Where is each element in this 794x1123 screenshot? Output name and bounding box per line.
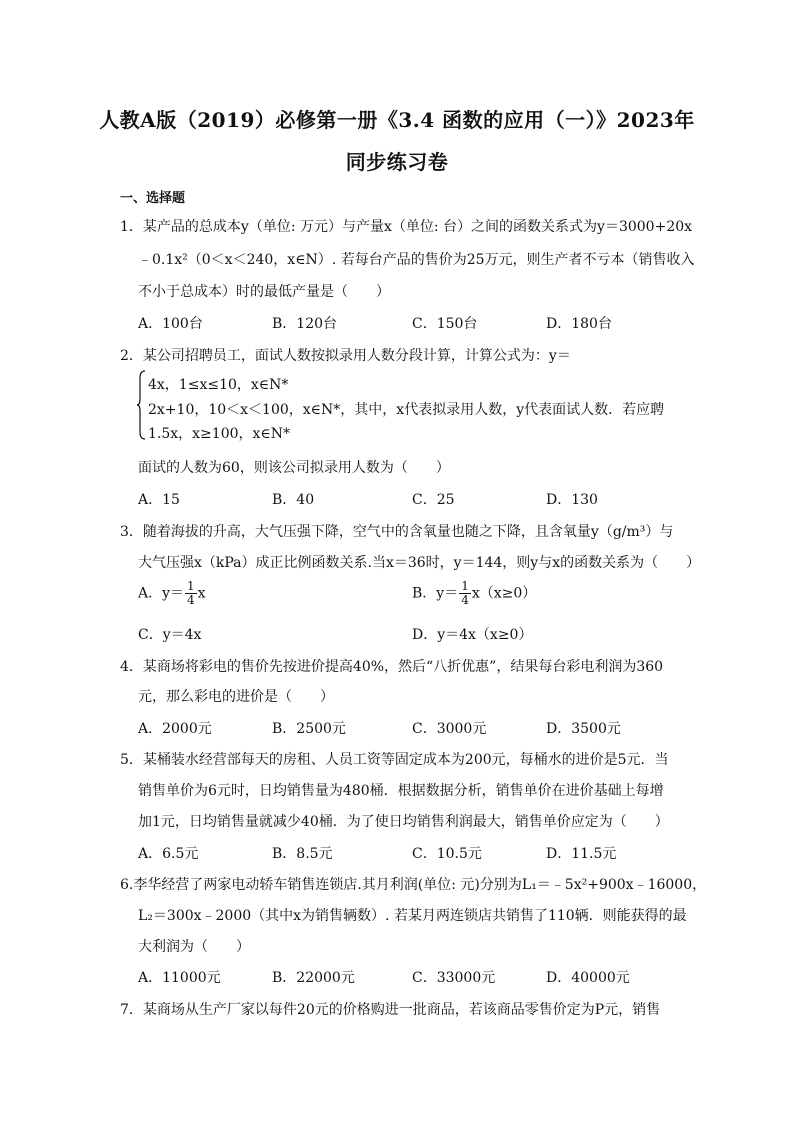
q3-option-a (138, 580, 206, 607)
q3-option-b (412, 580, 536, 607)
q5-line1: 5．某桶装水经营部每天的房租、人员工资等固定成本为200元，每桶水的进价是5元．当 (120, 752, 669, 768)
q6-line1: 6.李华经营了两家电动轿车销售连锁店.其月利润(单位: 元)分别为L₁＝﹣5x²+900x﹣16000， (120, 877, 707, 893)
q2-case1: 4x，1≤x≤10，x∈N* (148, 377, 289, 393)
q3-option-b-suffix: x（x≥0） (471, 585, 537, 602)
fraction-denominator: 4 (187, 593, 195, 607)
q3-option-a-prefix: A．y＝ (138, 585, 185, 602)
q1-option-d: D．180台 (546, 316, 612, 332)
q2-case2 (148, 399, 664, 419)
q4-line1: 4．某商场将彩电的售价先按进价提高40%，然后“八折优惠”，结果每台彩电利润为360 (120, 659, 664, 675)
q3-option-b-prefix: B．y＝ (412, 585, 459, 602)
fraction-one-quarter (185, 580, 197, 607)
document-title-line2: 同步练习卷 (345, 150, 449, 174)
fraction-numerator: 1 (187, 579, 195, 593)
q7-line1: 7．某商场从生产厂家以每件20元的价格购进一批商品，若该商品零售价定为P元，销售 (120, 1002, 661, 1018)
document-title-line1: 人教A版（2019）必修第一册《3.4 函数的应用（一）》2023年 (99, 108, 695, 132)
q5-option-c: C．10.5元 (412, 846, 482, 862)
q1-line3: 不小于总成本）时的最低产量是（ ） (138, 284, 390, 300)
q1-option-a: A．100台 (138, 316, 203, 332)
q5-line3: 加1元，日均销售量就减少40桶．为了使日均销售利润最大，销售单价应定为（ ） (138, 814, 669, 830)
q2-case3: 1.5x，x≥100，x∈N* (148, 426, 291, 442)
q2-option-a: A．15 (138, 492, 180, 508)
q2-line3: 面试的人数为60，则该公司拟录用人数为（ ） (138, 460, 450, 476)
q4-line2: 元，那么彩电的进价是（ ） (138, 689, 334, 705)
fraction-numerator: 1 (461, 579, 469, 593)
q5-option-a: A．6.5元 (138, 846, 199, 862)
q5-option-d: D．11.5元 (546, 846, 617, 862)
q2-option-c: C．25 (412, 492, 455, 508)
q5-option-b: B．8.5元 (272, 846, 333, 862)
q5-line2: 销售单价为6元时，日均销售量为480桶．根据数据分析，销售单价在进价基础上每增 (138, 783, 664, 799)
q2-line1: 2．某公司招聘员工，面试人数按拟录用人数分段计算，计算公式为：y＝ (120, 348, 571, 364)
q2-case2-expr: 2x+10，10＜x＜100，x∈N* (148, 402, 341, 418)
q3-option-c: C．y＝4x (138, 627, 202, 643)
q4-option-a: A．2000元 (138, 721, 212, 737)
q3-option-d: D．y＝4x（x≥0） (412, 627, 533, 643)
piecewise-brace (136, 370, 146, 440)
q6-line3: 大利润为（ ） (138, 939, 250, 955)
q6-line2: L₂＝300x﹣2000（其中x为销售辆数）. 若某月两连锁店共销售了110辆．则能获得的最 (138, 908, 687, 924)
q4-option-b: B．2500元 (272, 721, 346, 737)
q1-line2: ﹣0.1x²（0＜x＜240，x∈N）. 若每台产品的售价为25万元，则生产者不亏本（销售收入 (138, 252, 695, 268)
q6-option-d: D．40000元 (546, 970, 630, 986)
fraction-one-quarter (459, 580, 471, 607)
q1-option-c: C．150台 (412, 316, 478, 332)
q4-option-d: D．3500元 (546, 721, 621, 737)
q6-option-b: B．22000元 (272, 970, 355, 986)
q6-option-a: A．11000元 (138, 970, 221, 986)
q2-option-b: B．40 (272, 492, 315, 508)
q3-line1: 3．随着海拔的升高，大气压强下降，空气中的含氧量也随之下降，且含氧量y（g/m³）与 (120, 524, 674, 540)
q6-option-c: C．33000元 (412, 970, 496, 986)
q1-line1: 1．某产品的总成本y（单位: 万元）与产量x（单位: 台）之间的函数关系式为y＝3000+20x (120, 219, 693, 235)
q2-option-d: D．130 (546, 492, 598, 508)
q3-option-a-suffix: x (197, 585, 206, 602)
fraction-denominator: 4 (461, 593, 469, 607)
section-heading: 一、选择题 (120, 191, 186, 206)
q4-option-c: C．3000元 (412, 721, 487, 737)
q3-line2: 大气压强x（kPa）成正比例函数关系.当x＝36时，y＝144，则y与x的函数关系为（ ） (138, 555, 701, 571)
q1-option-b: B．120台 (272, 316, 338, 332)
q2-case2-tail: ，其中，x代表拟录用人数，y代表面试人数．若应聘 (340, 402, 665, 418)
